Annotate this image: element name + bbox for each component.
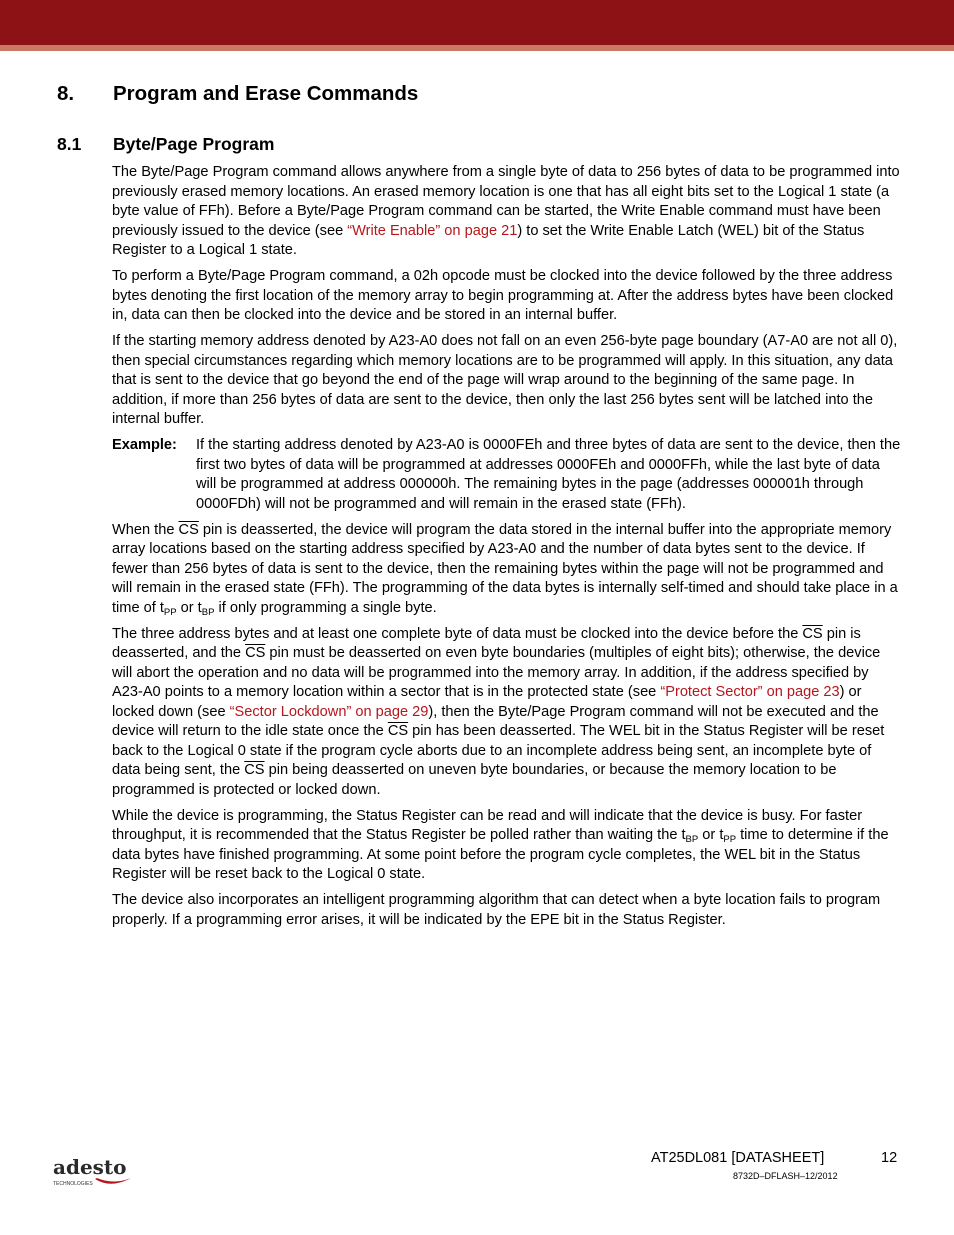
- section-title: Program and Erase Commands: [113, 82, 419, 105]
- paragraph-6: [112, 807, 902, 885]
- link-protect-sector[interactable]: “Protect Sector” on page 23: [660, 684, 840, 700]
- text-run: pin has been deasserted. The WEL bit in the Status Register will be reset back to the Logical 0 state if the program cycle aborts due to an incomplete address being sent, an incomplete byte of data being sent, the: [112, 723, 885, 778]
- paragraph-7: The device also incorporates an intelligent programming algorithm that can detect when a byte location fails to program properly. If a programming error arises, it will be indicated by the EPE bit in the Status Register.: [112, 892, 881, 928]
- body-text: [112, 163, 902, 937]
- text-run: The Byte/Page Program command allows anywhere from a single byte of data to 256 bytes of data to be programmed into previously erased memory locations. An erased memory location is one that has all eight bits set to the Logical 1 state (a byte value of FFh). Before a Byte/Page Program command can be started, the Write Enable command must have been previously issued to the device (see: [112, 164, 900, 239]
- logo-wordmark: adesto: [53, 1156, 127, 1179]
- text-run: ) to set the Write Enable Latch (WEL) bit of the Status Register to a Logical 1 state.: [112, 222, 865, 258]
- cs-signal: $\overline{CS}$: [387, 723, 409, 739]
- paragraph-5: [112, 625, 902, 801]
- page-number: 12: [881, 1150, 898, 1166]
- subscript-bp: BP: [201, 606, 215, 618]
- text-run: if only programming a single byte.: [214, 599, 437, 616]
- text-run: time to determine if the data bytes have finished programming. At some point before the program cycle completes, the WEL bit in the Status Register will be reset back to the Logical 0 state.: [112, 827, 889, 882]
- text-run: pin is deasserted, the device will program the data stored in the internal buffer into the appropriate memory array locations based on the starting address specified by A23-A0 and the number of data bytes sent to the device. If fewer than 256 bytes of data is sent to the device, then the remaining bytes within the page will not be programmed and will remain in the erased state (FFh). The programming of the data bytes is internally self-timed and should take place in a time of t: [112, 521, 898, 616]
- paragraph-4: [112, 521, 902, 619]
- subscript-bp: BP: [685, 834, 699, 845]
- example-label: Example:: [112, 437, 177, 453]
- text-run: The three address bytes and at least one complete byte of data must be clocked into the device before the: [112, 625, 803, 642]
- footer-doc-code: 8732D–DFLASH–12/2012: [733, 1171, 838, 1181]
- section-heading: [57, 82, 418, 106]
- cs-signal: $\overline{CS}$: [244, 762, 265, 778]
- adesto-logo: [53, 1156, 135, 1188]
- section-number: 8.: [57, 82, 75, 105]
- link-sector-lockdown[interactable]: “Sector Lockdown” on page 29: [229, 703, 429, 720]
- text-run: pin being deasserted on uneven byte boundaries, or because the memory location to be programmed is protected or locked down.: [112, 762, 837, 798]
- logo-subtext: TECHNOLOGIES: [53, 1181, 93, 1187]
- header-bar: [0, 0, 954, 45]
- link-write-enable[interactable]: “Write Enable” on page 21: [347, 222, 518, 239]
- header-stripe: [0, 45, 954, 51]
- cs-signal: $\overline{CS}$: [178, 521, 199, 538]
- subscript-pp: PP: [723, 834, 737, 845]
- text-run: or t: [176, 599, 202, 616]
- paragraph-2: To perform a Byte/Page Program command, a 02h opcode must be clocked into the device followed by the three address bytes denoting the first location of the memory array to begin programming at. After the address bytes have been clocked in, data can then be clocked into the device and be stored in an internal buffer.: [112, 268, 894, 323]
- cs-signal: $\overline{CS}$: [802, 625, 823, 642]
- subscript-pp: PP: [163, 606, 177, 618]
- example-block: [112, 436, 902, 514]
- cs-signal: $\overline{CS}$: [245, 645, 266, 661]
- subsection-heading: [57, 134, 274, 155]
- text-run: pin is deasserted, and the: [112, 625, 861, 661]
- text-run: ) or locked down (see: [112, 684, 862, 720]
- subsection-number: 8.1: [57, 134, 82, 154]
- footer-doc-title: AT25DL081 [DATASHEET]: [651, 1150, 825, 1166]
- paragraph-3: If the starting memory address denoted by A23-A0 does not fall on an even 256-byte page boundary (A7-A0 are not all 0), then special circumstances regarding which memory locations are to be programmed will apply. In this situation, any data that is sent to the device that go beyond the end of the page will wrap around to the beginning of the same page. In addition, if more than 256 bytes of data are sent to the device, then only the last 256 bytes sent will be latched into the internal buffer.: [112, 333, 898, 427]
- text-run: ), then the Byte/Page Program command will not be executed and the device will return to the idle state once the: [112, 703, 879, 739]
- text-run: pin must be deasserted on even byte boundaries (multiples of eight bits); otherwise, the device will abort the operation and no data will be programmed into the memory array. In addition, if the address specified by A23-A0 points to a memory location within a sector that is in the protected state (see: [112, 645, 881, 700]
- text-run: or t: [698, 827, 724, 843]
- paragraph-1: [112, 163, 902, 261]
- text-run: While the device is programming, the Status Register can be read and will indicate that the device is busy. For faster throughput, it is recommended that the Status Register be polled rather than waiting the t: [112, 807, 863, 843]
- example-text: If the starting address denoted by A23-A0 is 0000FEh and three bytes of data are sent to the device, then the first two bytes of data will be programmed at addresses 0000FEh and 0000FFh, while the last byte of data will be programmed at address 000000h. The remaining bytes in the page (addresses 000001h through 0000FDh) will not be programmed and will remain in the erased state (FFh).: [196, 437, 901, 512]
- subsection-title: Byte/Page Program: [113, 134, 275, 154]
- text-run: When the: [112, 521, 179, 538]
